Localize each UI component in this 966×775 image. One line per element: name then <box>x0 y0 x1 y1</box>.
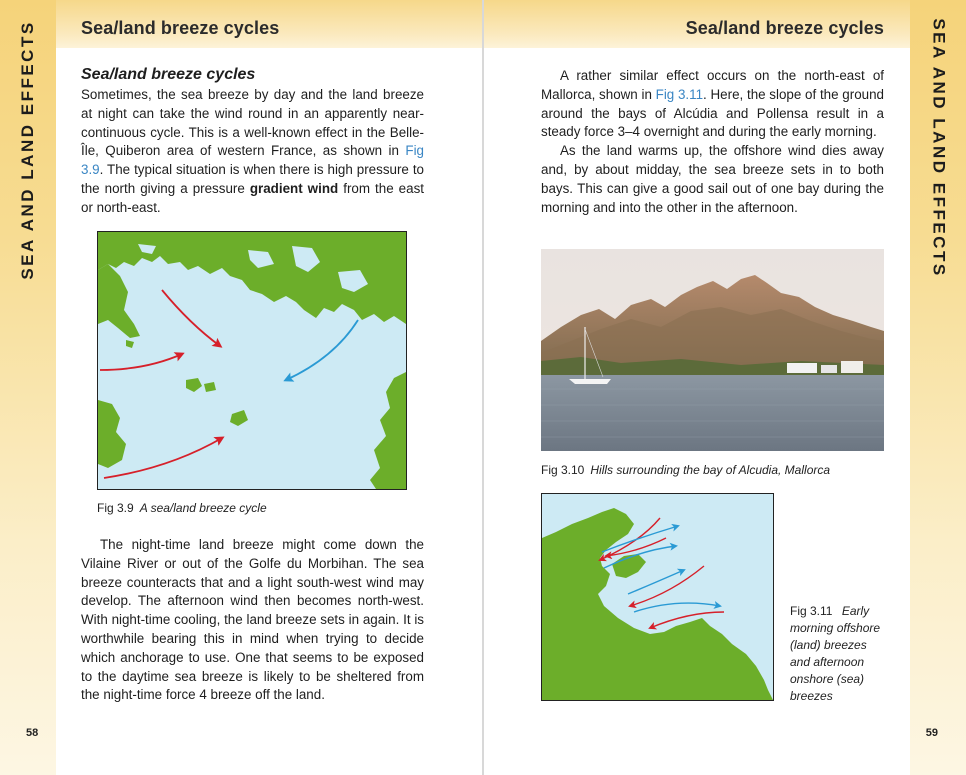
shoreline-buildings <box>787 363 817 373</box>
para-text: from the east or north-east. <box>81 180 424 215</box>
para-text: A rather similar effect occurs on the north-east of Mallorca, shown in <box>541 68 884 102</box>
figure-3-9-map <box>97 231 407 490</box>
figure-3-10-caption <box>541 463 830 477</box>
figure-3-9-caption <box>97 501 267 515</box>
left-paragraph-1 <box>81 86 424 218</box>
figure-number: Fig 3.11 <box>790 604 833 618</box>
bold-term: gradient wind <box>249 180 339 196</box>
right-page <box>484 0 966 775</box>
right-paragraphs <box>541 67 884 217</box>
right-page-number: 59 <box>925 727 938 739</box>
figure-caption-text: Hills surrounding the bay of Alcudia, Mallorca <box>590 463 831 477</box>
section-heading: Sea/land breeze cycles <box>81 66 256 83</box>
figure-number: Fig 3.9 <box>97 501 134 515</box>
left-running-head: Sea/land breeze cycles <box>81 18 280 38</box>
left-page-number: 58 <box>26 727 39 739</box>
para-text: The night-time land breeze might come down the Vilaine River or out of the Golfe du Morbihan. The sea breeze counteracts that and a light south-west wind may develop. The afternoon wind then becomes north-west. With night-time cooling, the land breeze sets in again. It is worthwhile bearing this in mind when trying to decide which anchorage to use. One that seems to be exposed to the daytime sea breeze is likely to be sheltered from the night-time force 4 breeze off the land. <box>81 537 424 703</box>
left-paragraph-2 <box>81 536 424 705</box>
mallorca-breeze-map <box>542 494 773 700</box>
sailboat <box>569 379 611 384</box>
right-side-tab-label: SEA AND LAND EFFECTS <box>929 18 948 278</box>
bay-photo <box>541 249 884 451</box>
right-running-head: Sea/land breeze cycles <box>685 18 884 38</box>
figure-3-11-map <box>541 493 774 701</box>
para-text: As the land warms up, the offshore wind dies away and, by about midday, the sea breeze sets in to both bays. This can give a good sail out of one bay during the morning and into the other in the afternoon. <box>541 143 884 215</box>
figure-reference-link[interactable]: Fig 3.9 <box>81 143 424 178</box>
figure-caption-text: Early morning offshore (land) breezes and afternoon onshore (sea) breezes <box>790 604 881 703</box>
para-text: . The typical situation is when there is high pressure to the north giving a pressure <box>81 162 424 196</box>
para-text: Sometimes, the sea breeze by day and the land breeze at night can take the wind round in an apparently near-continuous cycle. This is a well-known effect in the Belle-Île, Quiberon area of western France, as shown in <box>81 87 424 159</box>
figure-3-11-caption <box>790 603 890 705</box>
para-text: . Here, the slope of the ground around the bays of Alcúdia and Pollensa result in a steady force 3–4 overnight and during the early morning. <box>541 86 884 140</box>
figure-3-10-photo <box>541 249 884 451</box>
breeze-cycle-map <box>98 232 406 489</box>
figure-caption-text: A sea/land breeze cycle <box>139 501 267 515</box>
figure-reference-link[interactable]: Fig 3.11 <box>655 86 704 102</box>
left-side-tab-label: SEA AND LAND EFFECTS <box>18 20 37 280</box>
left-page <box>0 0 482 775</box>
figure-number: Fig 3.10 <box>541 463 585 477</box>
